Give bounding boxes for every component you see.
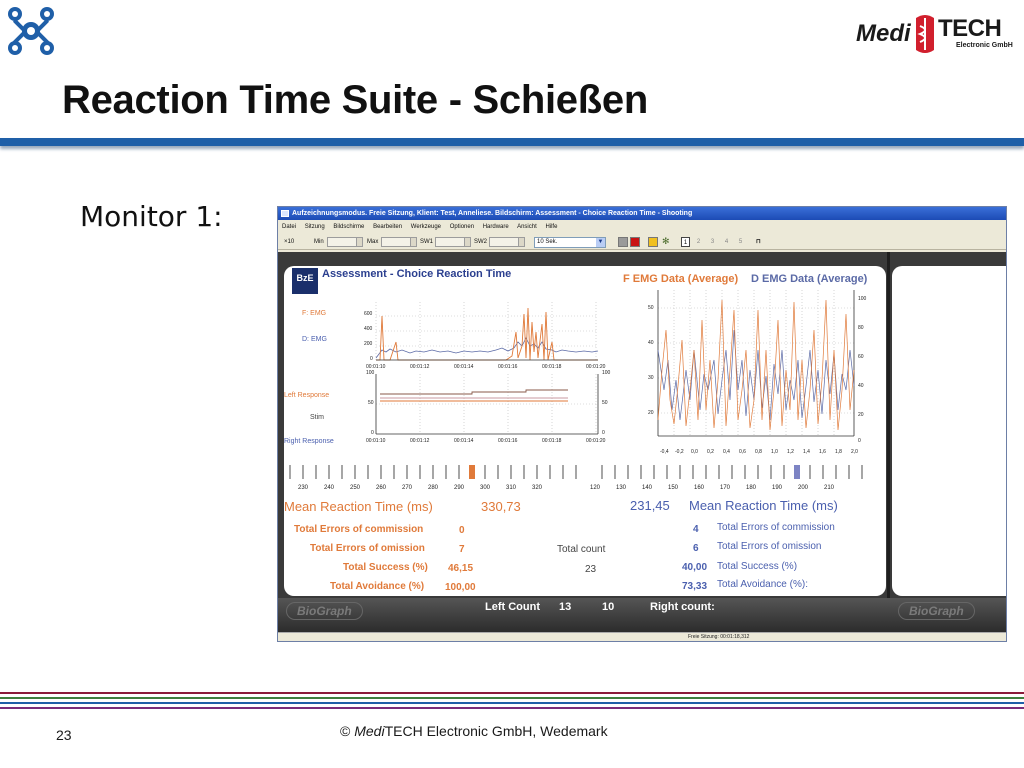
d-emg-trace xyxy=(376,338,598,358)
caduceus-icon xyxy=(912,14,938,54)
grey-square-button[interactable] xyxy=(618,237,628,247)
assessment-title: Assessment - Choice Reaction Time xyxy=(322,268,512,280)
right-ruler-140: 140 xyxy=(642,485,653,491)
menu-sitzung[interactable]: Sitzung xyxy=(304,224,325,230)
f-emg-label: F: EMG xyxy=(302,310,327,317)
left-response-trace xyxy=(380,390,568,394)
bottom-bar xyxy=(278,598,1007,632)
app-icon xyxy=(281,210,289,217)
menu-hilfe[interactable]: Hilfe xyxy=(545,224,558,230)
response-chart xyxy=(376,374,606,434)
duration-value: 10 Sek. xyxy=(537,239,558,245)
app-area xyxy=(278,252,1007,642)
brand-sub-text: Electronic GmbH xyxy=(956,42,1013,49)
resp-x-tick-0: 00:01:10 xyxy=(366,438,386,444)
left-reaction-marker xyxy=(469,465,475,479)
stim-label: Stim xyxy=(310,414,324,421)
left-ruler-250: 250 xyxy=(350,485,361,491)
meditech-logo xyxy=(856,14,1016,56)
right-omission-label: Total Errors of omission xyxy=(717,541,822,552)
left-success-label: Total Success (%) xyxy=(343,562,428,573)
menu-optionen[interactable]: Optionen xyxy=(449,224,475,230)
sw1-spinner[interactable] xyxy=(464,238,470,246)
status-text: Freie Sitzung: 00:01:18,312 xyxy=(688,634,750,640)
avg-left-tick-50: 50 xyxy=(648,305,654,311)
right-ruler-170: 170 xyxy=(720,485,731,491)
biograph-logo-left: BioGraph xyxy=(286,602,363,620)
d-emg-label: D: EMG xyxy=(302,336,327,343)
emg-x-tick-5: 00:01:20 xyxy=(586,364,606,370)
resp-x-tick-3: 00:01:16 xyxy=(498,438,518,444)
right-ruler-180: 180 xyxy=(746,485,757,491)
sw1-input[interactable] xyxy=(435,237,471,247)
left-omission-label: Total Errors of omission xyxy=(310,543,425,554)
toolbar xyxy=(278,234,1007,250)
left-count-value: 13 xyxy=(559,601,572,613)
menubar xyxy=(278,221,1007,233)
right-omission-value: 6 xyxy=(693,543,699,554)
footer-rule-purple xyxy=(0,707,1024,709)
resp-x-tick-2: 00:01:14 xyxy=(454,438,474,444)
avg-x-tick-2: 0,0 xyxy=(691,449,698,455)
avg-x-tick-8: 1,2 xyxy=(787,449,794,455)
left-avoidance-value: 100,00 xyxy=(445,582,476,593)
left-ruler-230: 230 xyxy=(298,485,309,491)
menu-ansicht[interactable]: Ansicht xyxy=(517,224,537,230)
left-count-label: Left Count xyxy=(485,601,540,613)
biograph-logo-right: BioGraph xyxy=(898,602,975,620)
page-4-button[interactable]: 4 xyxy=(724,239,729,245)
max-spinner[interactable] xyxy=(410,238,416,246)
emg-y-tick-600: 600 xyxy=(364,311,373,317)
left-ruler-320: 320 xyxy=(532,485,543,491)
chart-mode-icon[interactable]: ⊓ xyxy=(756,239,761,245)
min-spinner[interactable] xyxy=(356,238,362,246)
left-ruler-280: 280 xyxy=(428,485,439,491)
resp-y-right-tick-0: 0 xyxy=(602,430,605,436)
avg-right-tick-100: 100 xyxy=(858,296,867,302)
right-ruler-ticks xyxy=(602,465,862,479)
left-response-label: Left Response xyxy=(284,392,330,399)
copyright-symbol: © xyxy=(340,723,351,739)
slide-logo-icon xyxy=(6,4,56,58)
footer-rule-red xyxy=(0,692,1024,694)
avg-right-tick-20: 20 xyxy=(858,412,864,418)
avg-x-tick-11: 1,8 xyxy=(835,449,842,455)
emg-x-tick-4: 00:01:18 xyxy=(542,364,562,370)
avg-x-tick-7: 1,0 xyxy=(771,449,778,455)
average-emg-chart xyxy=(658,290,856,440)
page-2-button[interactable]: 2 xyxy=(696,239,701,245)
page-number: 23 xyxy=(56,727,72,743)
left-ruler-300: 300 xyxy=(480,485,491,491)
right-success-label: Total Success (%) xyxy=(717,561,798,572)
brand-medi-text: Medi xyxy=(856,20,911,47)
right-mean-rt-label: Mean Reaction Time (ms) xyxy=(689,498,838,513)
left-ruler-260: 260 xyxy=(376,485,387,491)
right-commission-value: 4 xyxy=(693,524,699,535)
window-titlebar[interactable] xyxy=(278,207,1007,220)
avg-left-tick-20: 20 xyxy=(648,410,654,416)
d-emg-header: D EMG Data (Average) xyxy=(751,273,868,285)
left-commission-label: Total Errors of commission xyxy=(294,524,424,535)
left-success-value: 46,15 xyxy=(448,563,474,574)
left-avoidance-label: Total Avoidance (%) xyxy=(330,581,425,592)
title-rule xyxy=(0,138,1024,146)
avg-left-tick-30: 30 xyxy=(648,375,654,381)
bze-logo: BzE xyxy=(292,268,318,294)
right-ruler-120: 120 xyxy=(590,485,601,491)
d-emg-average-trace xyxy=(658,330,854,420)
avg-x-tick-0: -0,4 xyxy=(660,449,669,455)
resp-x-tick-5: 00:01:20 xyxy=(586,438,606,444)
footer-rule-green xyxy=(0,697,1024,699)
avg-right-tick-40: 40 xyxy=(858,383,864,389)
assessment-panel xyxy=(284,266,886,596)
right-commission-label: Total Errors of commission xyxy=(717,522,835,533)
right-mean-rt-value: 231,45 xyxy=(630,498,670,513)
footer-rule-blue xyxy=(0,702,1024,704)
duration-select[interactable] xyxy=(534,237,606,248)
menu-werkzeuge[interactable]: Werkzeuge xyxy=(410,224,442,230)
avg-x-tick-6: 0,8 xyxy=(755,449,762,455)
avg-x-tick-10: 1,6 xyxy=(819,449,826,455)
max-label: Max xyxy=(367,239,379,245)
left-ruler-ticks xyxy=(290,465,576,479)
record-stop-button[interactable] xyxy=(630,237,640,247)
left-omission-value: 7 xyxy=(459,544,465,555)
avg-x-tick-3: 0,2 xyxy=(707,449,714,455)
right-avoidance-label: Total Avoidance (%): xyxy=(717,579,808,590)
emg-x-tick-2: 00:01:14 xyxy=(454,364,474,370)
right-success-value: 40,00 xyxy=(682,562,708,573)
right-ruler-210: 210 xyxy=(824,485,835,491)
copyright-medi: Medi xyxy=(354,723,385,739)
right-count-label: Right count: xyxy=(650,601,715,613)
resp-y-tick-0: 0 xyxy=(371,430,374,436)
chevron-down-icon: ▼ xyxy=(597,239,604,245)
page-1-button[interactable]: 1 xyxy=(681,237,690,247)
emg-x-tick-0: 00:01:10 xyxy=(366,364,386,370)
left-mean-rt-value: 330,73 xyxy=(481,499,521,514)
menu-hardware[interactable]: Hardware xyxy=(482,224,509,230)
left-ruler-290: 290 xyxy=(454,485,465,491)
emg-x-tick-3: 00:01:16 xyxy=(498,364,518,370)
avg-left-tick-40: 40 xyxy=(648,340,654,346)
avg-x-tick-1: -0,2 xyxy=(675,449,684,455)
left-ruler-240: 240 xyxy=(324,485,335,491)
avg-right-tick-80: 80 xyxy=(858,325,864,331)
copyright-rest: TECH Electronic GmbH, Wedemark xyxy=(384,723,608,739)
avg-x-tick-9: 1,4 xyxy=(803,449,810,455)
gear-icon[interactable]: ✻ xyxy=(662,236,670,246)
right-response-label: Right Response xyxy=(284,438,334,445)
max-input[interactable] xyxy=(381,237,417,247)
emg-y-tick-200: 200 xyxy=(364,341,373,347)
avg-x-tick-4: 0,4 xyxy=(723,449,730,455)
resp-y-right-tick-50: 50 xyxy=(602,400,608,406)
right-screen-panel xyxy=(892,266,1007,596)
menu-datei[interactable]: Datei xyxy=(282,224,297,230)
biograph-window xyxy=(277,206,1007,642)
monitor-label: Monitor 1: xyxy=(80,200,223,233)
response-grid xyxy=(376,374,598,434)
resp-y-tick-100: 100 xyxy=(366,370,375,376)
left-commission-value: 0 xyxy=(459,525,465,536)
status-bar xyxy=(278,632,1007,642)
menu-bildschirme[interactable]: Bildschirme xyxy=(333,224,365,230)
sw1-label: SW1 xyxy=(420,239,434,245)
emg-y-tick-400: 400 xyxy=(364,326,373,332)
reaction-time-rulers xyxy=(284,465,886,483)
avg-right-tick-0: 0 xyxy=(858,438,861,444)
right-reaction-marker xyxy=(794,465,800,479)
resp-x-tick-4: 00:01:18 xyxy=(542,438,562,444)
resp-y-tick-50: 50 xyxy=(368,400,374,406)
emg-y-tick-0: 0 xyxy=(370,356,373,362)
min-input[interactable] xyxy=(327,237,363,247)
right-ruler-160: 160 xyxy=(694,485,705,491)
right-count-value: 10 xyxy=(602,601,615,613)
right-ruler-150: 150 xyxy=(668,485,679,491)
page-3-button[interactable]: 3 xyxy=(710,239,715,245)
left-mean-rt-label: Mean Reaction Time (ms) xyxy=(284,499,433,514)
sw2-spinner[interactable] xyxy=(518,238,524,246)
footer-rules xyxy=(0,692,1024,714)
avg-x-tick-12: 2,0 xyxy=(851,449,858,455)
left-ruler-270: 270 xyxy=(402,485,413,491)
scale-x10-label[interactable]: ×10 xyxy=(284,239,295,245)
pause-button[interactable] xyxy=(648,237,658,247)
right-ruler-190: 190 xyxy=(772,485,783,491)
brand-tech-text: TECH xyxy=(938,15,1002,42)
min-label: Min xyxy=(314,239,324,245)
avg-x-tick-5: 0,6 xyxy=(739,449,746,455)
resp-x-tick-1: 00:01:12 xyxy=(410,438,430,444)
window-title: Aufzeichnungsmodus. Freie Sitzung, Klient: Test, Anneliese. Bildschirm: Assessment - Choice Reaction Time - Shooting xyxy=(292,210,693,217)
right-avoidance-value: 73,33 xyxy=(682,581,708,592)
raw-emg-chart xyxy=(376,302,606,360)
total-count-label: Total count xyxy=(557,544,606,555)
avg-right-tick-60: 60 xyxy=(858,354,864,360)
f-emg-header: F EMG Data (Average) xyxy=(623,273,739,285)
raw-emg-grid xyxy=(376,302,598,360)
sw2-label: SW2 xyxy=(474,239,488,245)
menu-bearbeiten[interactable]: Bearbeiten xyxy=(373,224,403,230)
left-ruler-310: 310 xyxy=(506,485,517,491)
screen-divider xyxy=(887,252,890,642)
f-emg-average-trace xyxy=(658,300,854,430)
sw2-input[interactable] xyxy=(489,237,525,247)
right-ruler-130: 130 xyxy=(616,485,627,491)
resp-y-right-tick-100: 100 xyxy=(602,370,611,376)
emg-x-tick-1: 00:01:12 xyxy=(410,364,430,370)
page-5-button[interactable]: 5 xyxy=(738,239,743,245)
total-count-value: 23 xyxy=(585,564,597,575)
copyright xyxy=(340,723,608,739)
slide-title: Reaction Time Suite - Schießen xyxy=(62,78,648,122)
right-ruler-200: 200 xyxy=(798,485,809,491)
